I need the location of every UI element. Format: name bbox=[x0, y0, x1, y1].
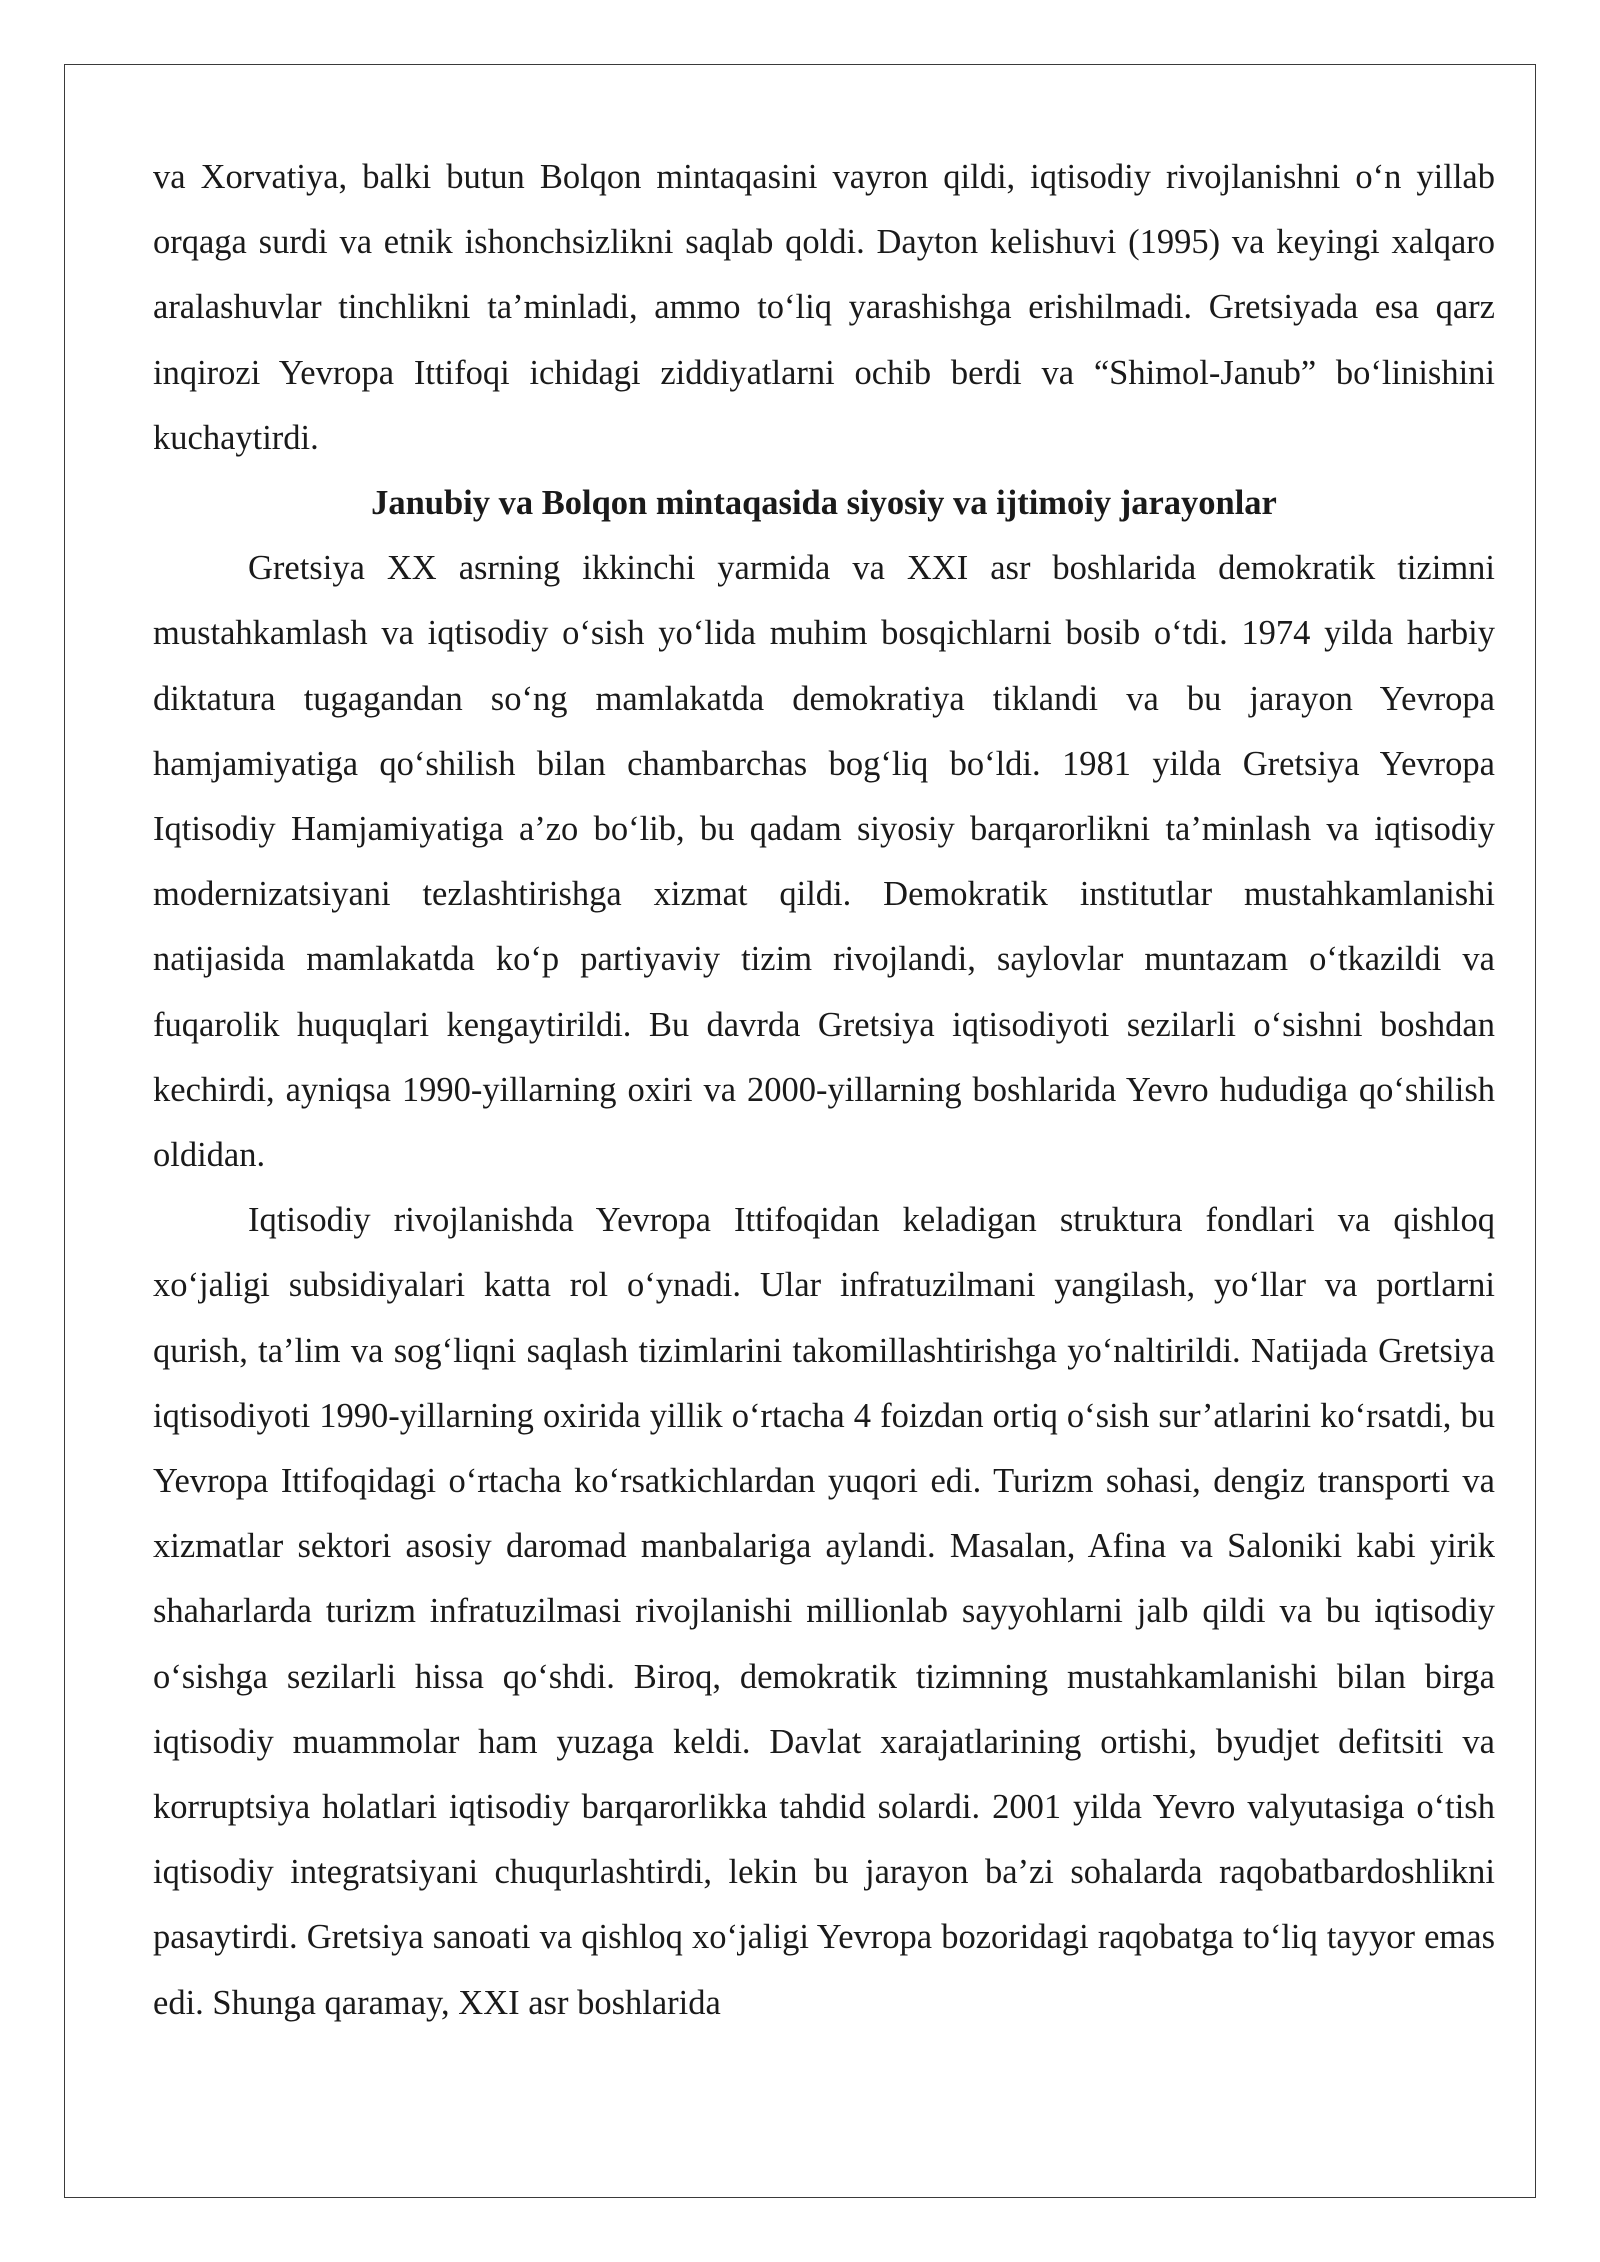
section-heading: Janubiy va Bolqon mintaqasida siyosiy va ijtimoiy jarayonlar bbox=[371, 484, 1277, 523]
paragraph-continuation: va Xorvatiya, balki butun Bolqon mintaqasini vayron qildi, iqtisodiy rivojlanishni o‘n yillab orqaga surdi va etnik ishonchsizlikni saqlab qoldi. Dayton kelishuvi (1995) va keyingi xalqaro aralashuvlar tinchlikni ta’minladi, ammo to‘liq yarashishga erishilmadi. Gretsiyada esa qarz inqirozi Yevropa Ittifoqi ichidagi ziddiyatlarni ochib berdi va “Shimol-Janub” bo‘linishini kuchaytirdi. bbox=[153, 158, 1495, 457]
paragraph: Iqtisodiy rivojlanishda Yevropa Ittifoqidan keladigan struktura fondlari va qishloq xo‘jaligi subsidiyalari katta rol o‘ynadi. Ular infratuzilmani yangilash, yo‘llar va portlarni qurish, ta’lim va sog‘liqni saqlash tizimlarini takomillashtirishga yo‘naltirildi. Natijada Gretsiya iqtisodiyoti 1990-yillarning oxirida yillik o‘rtacha 4 foizdan ortiq o‘sish sur’atlarini ko‘rsatdi, bu Yevropa Ittifoqidagi o‘rtacha ko‘rsatkichlardan yuqori edi. Turizm sohasi, dengiz transporti va xizmatlar sektori asosiy daromad manbalariga aylandi. Masalan, Afina va Saloniki kabi yirik shaharlarda turizm infratuzilmasi rivojlanishi millionlab sayyohlarni jalb qildi va bu iqtisodiy o‘sishga sezilarli hissa qo‘shdi. Biroq, demokratik tizimning mustahkamlanishi bilan birga iqtisodiy muammolar ham yuzaga keldi. Davlat xarajatlarining ortishi, byudjet defitsiti va korruptsiya holatlari iqtisodiy barqarorlikka tahdid solardi. 2001 yilda Yevro valyutasiga o‘tish iqtisodiy integratsiyani chuqurlashtirdi, lekin bu jarayon ba’zi sohalarda raqobatbardoshlikni pasaytirdi. Gretsiya sanoati va qishloq xo‘jaligi Yevropa bozoridagi raqobatga to‘liq tayyor emas edi. Shunga qaramay, XXI asr boshlarida bbox=[153, 1201, 1495, 2022]
document-body bbox=[153, 145, 1495, 2036]
paragraph: Gretsiya XX asrning ikkinchi yarmida va XXI asr boshlarida demokratik tizimni mustahkamlash va iqtisodiy o‘sish yo‘lida muhim bosqichlarni bosib o‘tdi. 1974 yilda harbiy diktatura tugagandan so‘ng mamlakatda demokratiya tiklandi va bu jarayon Yevropa hamjamiyatiga qo‘shilish bilan chambarchas bog‘liq bo‘ldi. 1981 yilda Gretsiya Yevropa Iqtisodiy Hamjamiyatiga a’zo bo‘lib, bu qadam siyosiy barqarorlikni ta’minlash va iqtisodiy modernizatsiyani tezlashtirishga xizmat qildi. Demokratik institutlar mustahkamlanishi natijasida mamlakatda ko‘p partiyaviy tizim rivojlandi, saylovlar muntazam o‘tkazildi va fuqarolik huquqlari kengaytirildi. Bu davrda Gretsiya iqtisodiyoti sezilarli o‘sishni boshdan kechirdi, ayniqsa 1990-yillarning oxiri va 2000-yillarning boshlarida Yevro hududiga qo‘shilish oldidan. bbox=[153, 549, 1495, 1175]
